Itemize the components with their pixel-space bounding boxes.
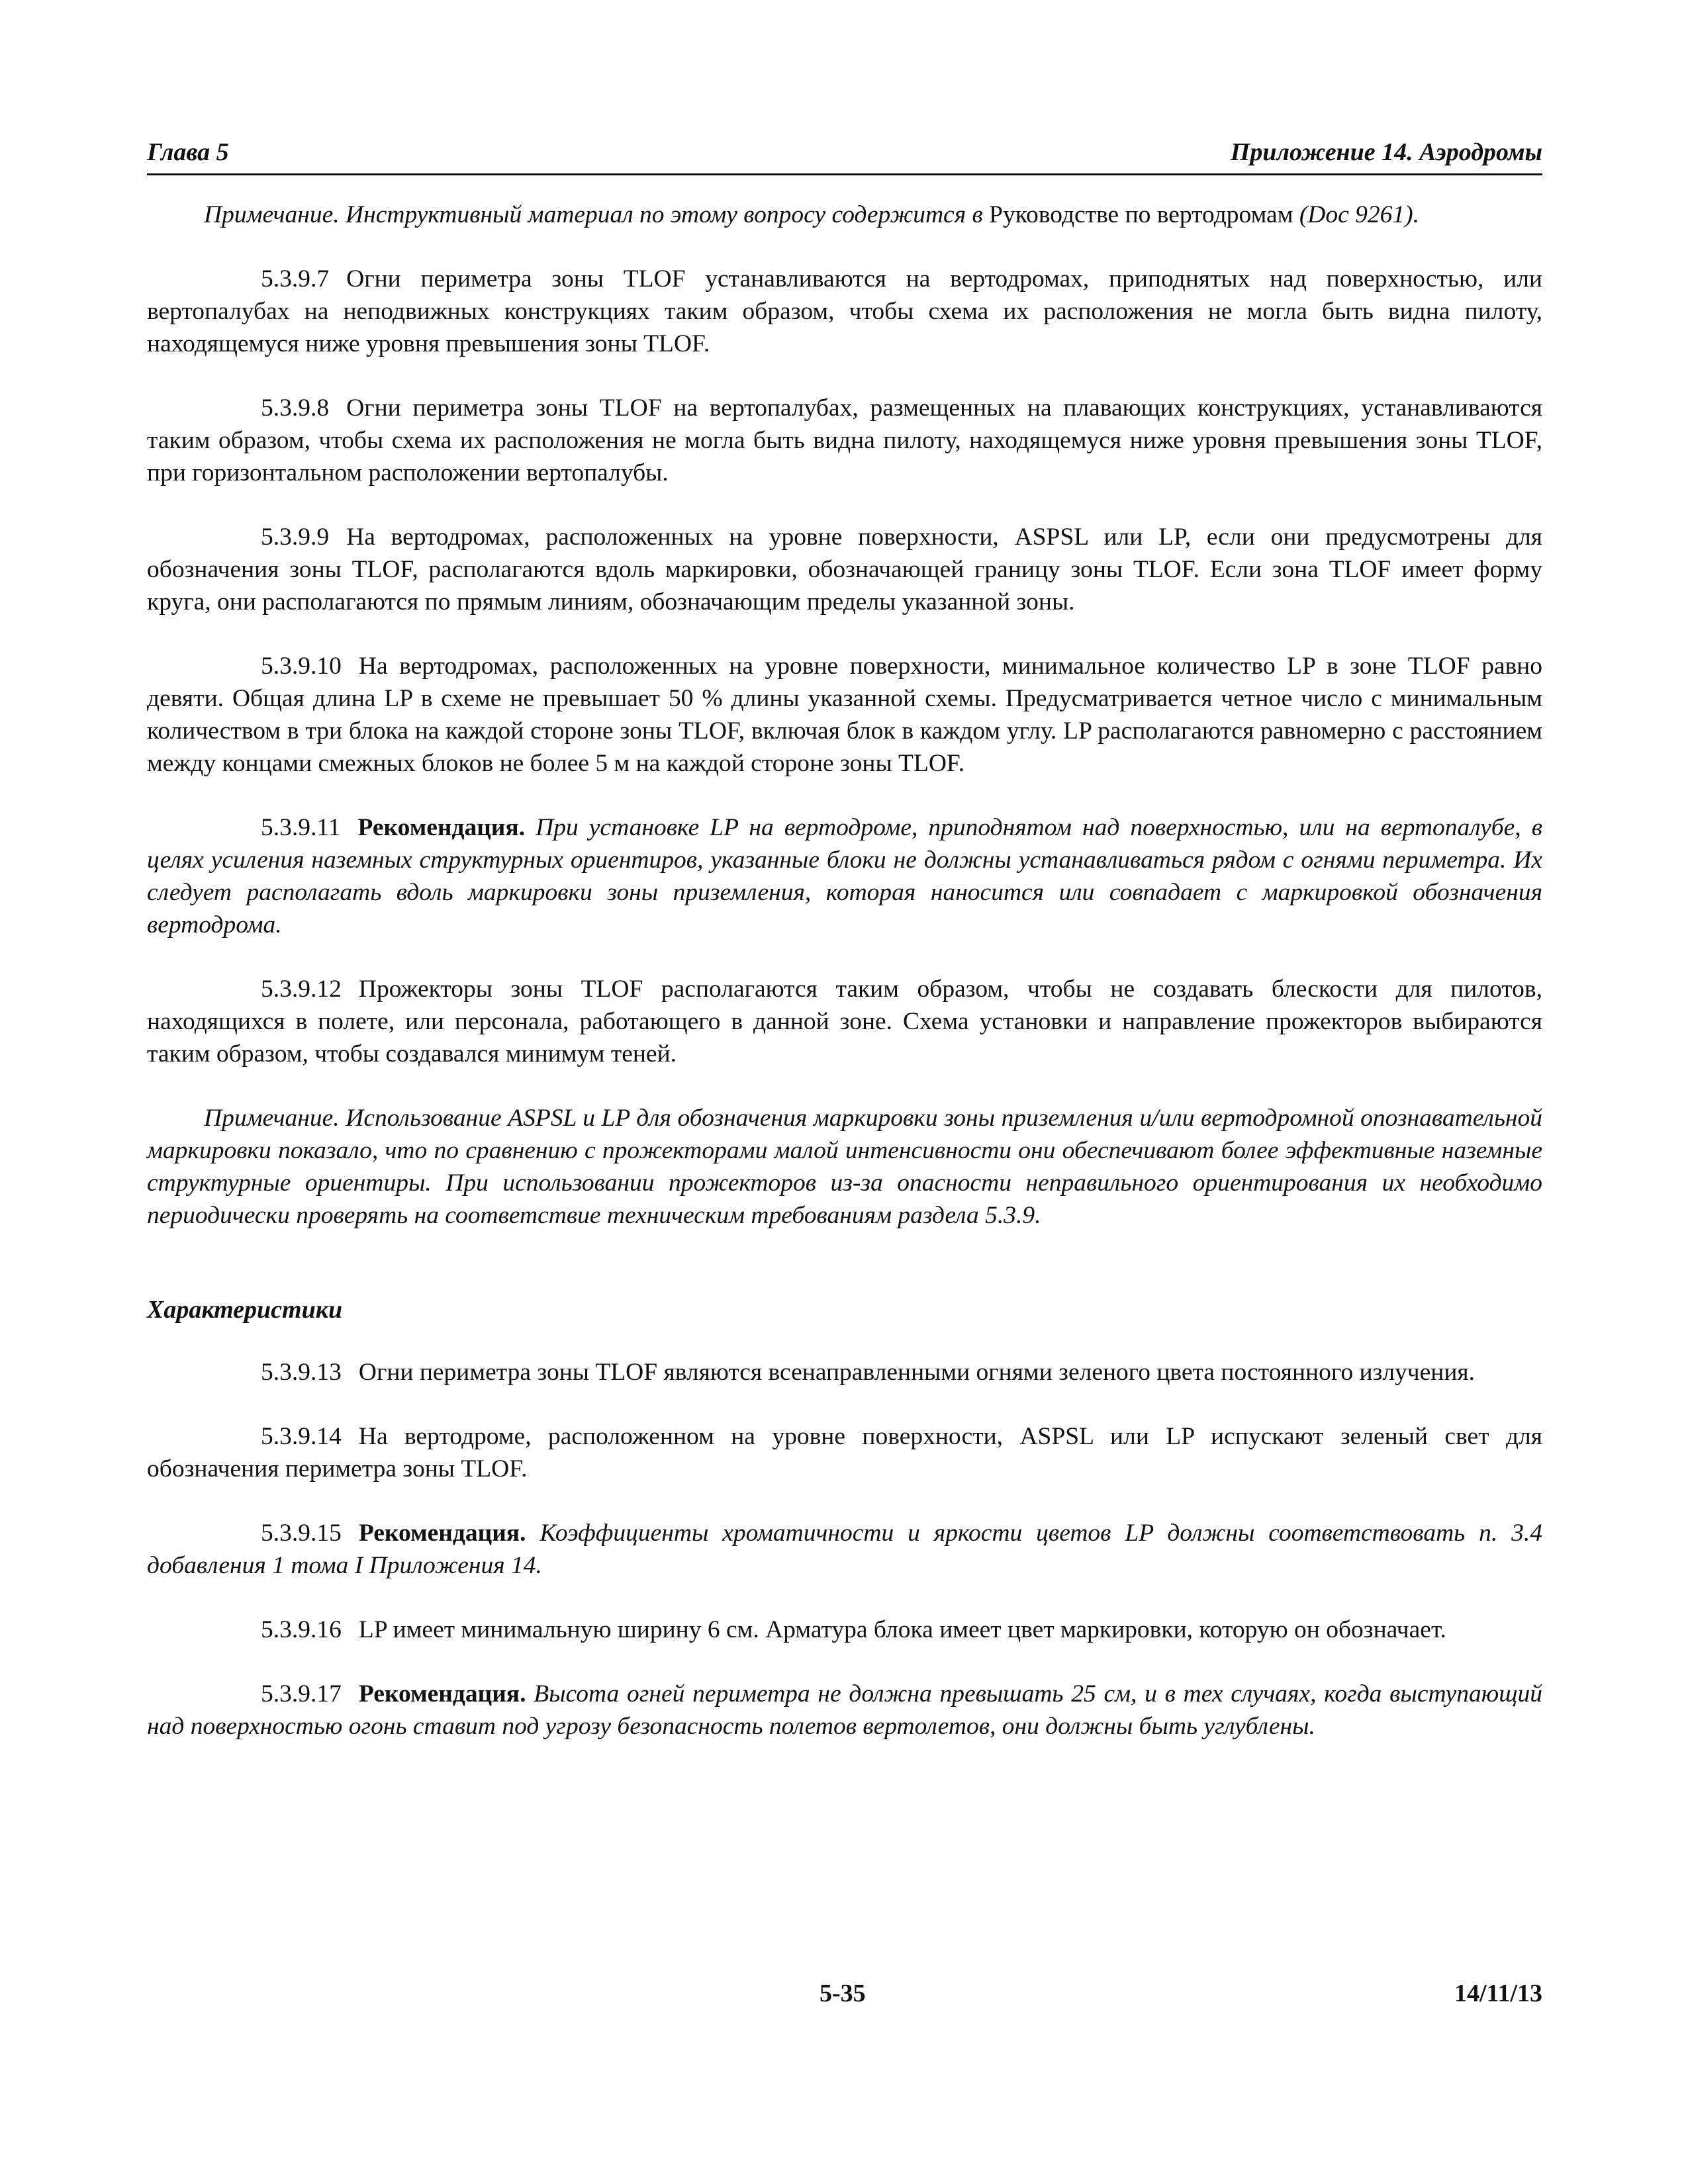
paragraph-number: 5.3.9.11 bbox=[261, 814, 341, 841]
paragraph-text: На вертодроме, расположенном на уровне поверхности, ASPSL или LP испускают зеленый свет для обозначения периметра зоны TLOF. bbox=[147, 1423, 1542, 1482]
recommendation-label: Рекомендация. bbox=[357, 814, 526, 841]
paragraph-text: Огни периметра зоны TLOF на вертопалубах, размещенных на плавающих конструкциях, устанавливаются таким образом, чтобы схема их расположения не могла быть видна пилоту, находящемуся ниже уровня превышения зоны TLOF, при горизонтальном расположении вертопалубы. bbox=[147, 394, 1542, 486]
paragraph-number: 5.3.9.8 bbox=[261, 394, 330, 422]
paragraph-number: 5.3.9.12 bbox=[261, 976, 342, 1003]
page-number: 5-35 bbox=[820, 1979, 866, 2007]
doc-reference: (Doc 9261). bbox=[1293, 201, 1420, 228]
recommendation-label: Рекомендация. bbox=[358, 1680, 526, 1707]
manual-title: Руководстве по вертодромам bbox=[989, 201, 1293, 228]
page-header bbox=[147, 132, 1542, 175]
paragraph-text: Огни периметра зоны TLOF являются всенаправленными огнями зеленого цвета постоянного излучения. bbox=[358, 1359, 1476, 1386]
paragraph-number: 5.3.9.16 bbox=[261, 1616, 342, 1643]
recommendation-text: При установке LP на вертодроме, приподнятом над поверхностью, или на вертопалубе, в целях усиления наземных структурных ориентиров, указанные блоки не должны устанавливаться рядом с огнями периметра. Их следует располагать вдоль маркировки зоны приземления, которая наносится или совпадает с маркировкой обозначения вертодрома. bbox=[147, 814, 1543, 938]
paragraph-number: 5.3.9.13 bbox=[261, 1359, 342, 1386]
paragraph-5-3-9-10 bbox=[147, 650, 1542, 780]
recommendation-text: Высота огней периметра не должна превышать 25 см, и в тех случаях, когда выступающий над поверхностью огонь ставит под угрозу безопасность полетов вертолетов, они должны быть углублены. bbox=[147, 1680, 1543, 1740]
recommendation-5-3-9-11 bbox=[147, 811, 1542, 941]
amendment-date: 14/11/13 bbox=[1454, 1979, 1542, 2007]
paragraph-text: На вертодромах, расположенных на уровне поверхности, минимальное количество LP в зоне TLOF равно девяти. Общая длина LP в схеме не превышает 50 % длины указанной схемы. Предусматривается четное число с минимальным количеством в три блока на каждой стороне зоны TLOF, включая блок в каждом углу. LP располагаются равномерно с расстоянием между концами смежных блоков не более 5 м на каждой стороне зоны TLOF. bbox=[147, 653, 1542, 777]
chapter-title: Глава 5 bbox=[147, 138, 229, 166]
paragraph-5-3-9-8 bbox=[147, 392, 1542, 489]
paragraph-5-3-9-14 bbox=[147, 1420, 1542, 1485]
paragraph-text: LP имеет минимальную ширину 6 см. Арматура блока имеет цвет маркировки, которую он обозначает. bbox=[358, 1616, 1446, 1643]
paragraph-number: 5.3.9.14 bbox=[261, 1423, 342, 1450]
recommendation-5-3-9-17 bbox=[147, 1678, 1542, 1743]
paragraph-number: 5.3.9.7 bbox=[261, 265, 330, 293]
paragraph-text: На вертодромах, расположенных на уровне поверхности, ASPSL или LP, если они предусмотрены для обозначения зоны TLOF, располагаются вдоль маркировки, обозначающей границу зоны TLOF. Если зона TLOF имеет форму круга, они располагаются по прямым линиям, обозначающим пределы указанной зоны. bbox=[147, 523, 1542, 615]
paragraph-number: 5.3.9.9 bbox=[261, 523, 330, 551]
paragraph-number: 5.3.9.15 bbox=[261, 1520, 342, 1547]
paragraph-number: 5.3.9.10 bbox=[261, 653, 342, 680]
note-aspsl-lp: Примечание. Использование ASPSL и LP для обозначения маркировки зоны приземления и/или вертодромной опознавательной маркировки показало, что по сравнению с прожекторами малой интенсивности они обеспечивают более эффективные наземные структурные ориентиры. При использовании прожекторов из-за опасности неправильного ориентирования их необходимо периодически проверять на соответствие техническим требованиям раздела 5.3.9. bbox=[147, 1105, 1542, 1229]
paragraph-5-3-9-16 bbox=[147, 1614, 1542, 1646]
paragraph-5-3-9-7 bbox=[147, 263, 1542, 360]
paragraph-5-3-9-12 bbox=[147, 973, 1542, 1070]
section-heading-characteristics: Характеристики bbox=[147, 1296, 343, 1324]
recommendation-text: Коэффициенты хроматичности и яркости цветов LP должны соответствовать п. 3.4 добавления 1 тома I Приложения 14. bbox=[147, 1520, 1543, 1579]
paragraph-5-3-9-9 bbox=[147, 521, 1542, 618]
paragraph-number: 5.3.9.17 bbox=[261, 1680, 342, 1707]
paragraph-text: Прожекторы зоны TLOF располагаются таким образом, чтобы не создавать блескости для пилотов, находящихся в полете, или персонала, работающего в данной зоне. Схема установки и направление прожекторов выбираются таким образом, чтобы создавался минимум теней. bbox=[147, 976, 1542, 1068]
page-body bbox=[147, 199, 1542, 1743]
recommendation-label: Рекомендация. bbox=[358, 1520, 526, 1547]
recommendation-5-3-9-15 bbox=[147, 1517, 1542, 1582]
paragraph-5-3-9-13 bbox=[147, 1356, 1542, 1388]
note-text: Примечание. Инструктивный материал по этому вопросу содержится в bbox=[204, 201, 990, 228]
annex-title: Приложение 14. Аэродромы bbox=[1230, 138, 1542, 166]
paragraph-text: Огни периметра зоны TLOF устанавливаются на вертодромах, приподнятых над поверхностью, или вертопалубах на неподвижных конструкциях таким образом, чтобы схема их расположения не могла быть видна пилоту, находящемуся ниже уровня превышения зоны TLOF. bbox=[147, 265, 1542, 357]
note-guidance bbox=[147, 199, 1542, 231]
